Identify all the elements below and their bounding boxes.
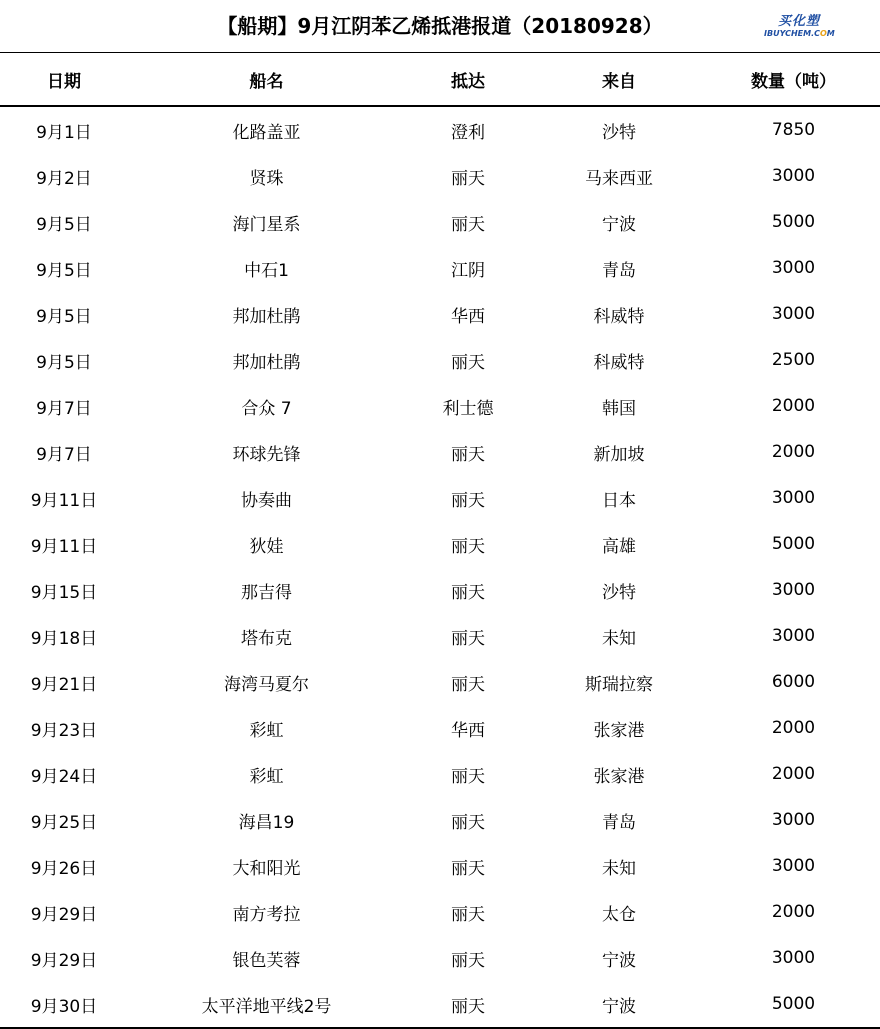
table-row [0, 383, 880, 429]
cell-quantity: 2000 [771, 718, 816, 738]
header-quantity: 数量（吨） [707, 53, 880, 106]
cell-arrival-port: 丽天 [405, 981, 531, 1028]
table-row [0, 475, 880, 521]
cell-arrival-port: 丽天 [451, 490, 485, 511]
cell-quantity: 5000 [707, 981, 880, 1028]
header-origin: 来自 [531, 53, 707, 106]
table-row [0, 521, 880, 567]
cell-origin: 张家港 [593, 766, 645, 787]
cell-ship-name: 太平洋地平线2号 [128, 981, 405, 1028]
cell-date: 9月15日 [30, 582, 98, 603]
cell-ship-name: 化路盖亚 [232, 122, 301, 143]
cell-date: 9月5日 [36, 214, 92, 235]
table-row [0, 337, 880, 383]
cell-origin: 张家港 [593, 720, 645, 741]
cell-date: 9月25日 [30, 812, 98, 833]
cell-origin: 日本 [602, 490, 636, 511]
cell-arrival-port: 丽天 [451, 950, 485, 971]
cell-arrival-port: 丽天 [451, 812, 485, 833]
table-row [0, 935, 880, 981]
table-row [0, 429, 880, 475]
cell-date: 9月5日 [36, 260, 92, 281]
cell-ship-name: 贤珠 [249, 168, 284, 189]
cell-ship-name: 海昌19 [238, 812, 295, 833]
cell-arrival-port: 丽天 [451, 444, 485, 465]
header-date: 日期 [0, 53, 128, 106]
table-row [0, 797, 880, 843]
cell-origin: 青岛 [602, 812, 636, 833]
cell-origin: 宁波 [602, 950, 636, 971]
cell-ship-name: 狄娃 [249, 536, 284, 557]
report-title: 【船期】9月江阴苯乙烯抵港报道（20180928） [217, 14, 663, 38]
cell-arrival-port: 利士德 [442, 398, 494, 419]
cell-date: 9月2日 [36, 168, 92, 189]
cell-origin: 太仓 [602, 904, 636, 925]
cell-arrival-port: 丽天 [451, 168, 485, 189]
table-header-row [0, 53, 880, 106]
table-row [0, 889, 880, 935]
cell-arrival-port: 丽天 [451, 628, 485, 649]
cell-quantity: 3000 [771, 948, 816, 968]
cell-ship-name: 合众 7 [241, 398, 292, 419]
cell-date: 9月26日 [30, 858, 98, 879]
cell-ship-name: 塔布克 [241, 628, 292, 649]
header-arrival-port: 抵达 [405, 53, 531, 106]
cell-arrival-port: 丽天 [451, 352, 485, 373]
cell-arrival-port: 澄利 [451, 122, 485, 143]
cell-arrival-port: 丽天 [451, 214, 485, 235]
cell-quantity: 3000 [771, 258, 816, 278]
table-row [0, 659, 880, 705]
table-row [0, 751, 880, 797]
title-bar [0, 0, 880, 53]
cell-quantity: 3000 [771, 580, 816, 600]
cell-ship-name: 协奏曲 [241, 490, 292, 511]
cell-quantity: 3000 [771, 166, 816, 186]
table-row [0, 981, 880, 1028]
table-row [0, 705, 880, 751]
logo-text-top: 买化塑 [777, 14, 820, 29]
cell-origin: 未知 [602, 858, 636, 879]
cell-date: 9月5日 [36, 306, 92, 327]
cell-date: 9月23日 [30, 720, 98, 741]
cell-date: 9月1日 [36, 122, 92, 143]
ship-schedule-table [0, 53, 880, 1029]
cell-arrival-port: 丽天 [451, 536, 485, 557]
cell-ship-name: 那吉得 [241, 582, 292, 603]
cell-origin: 宁波 [531, 981, 707, 1028]
cell-origin: 沙特 [602, 582, 636, 603]
cell-origin: 高雄 [602, 536, 636, 557]
cell-quantity: 5000 [771, 534, 816, 554]
cell-arrival-port: 江阴 [451, 260, 485, 281]
logo-text-bottom: IBUYCHEM.COM [764, 29, 835, 38]
cell-quantity: 2500 [771, 350, 816, 370]
cell-ship-name: 银色芙蓉 [232, 950, 301, 971]
cell-arrival-port: 丽天 [451, 858, 485, 879]
cell-arrival-port: 丽天 [451, 904, 485, 925]
cell-date: 9月29日 [30, 950, 98, 971]
cell-arrival-port: 丽天 [451, 582, 485, 603]
cell-date: 9月7日 [36, 398, 92, 419]
cell-quantity: 2000 [771, 902, 816, 922]
table-row [0, 291, 880, 337]
cell-ship-name: 邦加杜鹃 [232, 352, 301, 373]
cell-ship-name: 中石1 [244, 260, 289, 281]
cell-quantity: 2000 [771, 764, 816, 784]
cell-ship-name: 南方考拉 [232, 904, 301, 925]
cell-date: 9月21日 [30, 674, 98, 695]
cell-origin: 新加坡 [593, 444, 645, 465]
cell-origin: 马来西亚 [585, 168, 653, 189]
cell-origin: 宁波 [602, 214, 636, 235]
table-row [0, 106, 880, 153]
cell-origin: 科威特 [593, 352, 645, 373]
cell-quantity: 7850 [771, 120, 816, 140]
table-row [0, 843, 880, 889]
cell-arrival-port: 华西 [451, 306, 485, 327]
cell-quantity: 3000 [771, 304, 816, 324]
cell-origin: 未知 [602, 628, 636, 649]
table-row [0, 153, 880, 199]
cell-quantity: 2000 [771, 442, 816, 462]
cell-origin: 科威特 [593, 306, 645, 327]
cell-ship-name: 彩虹 [249, 766, 284, 787]
cell-quantity: 3000 [771, 856, 816, 876]
table-row [0, 613, 880, 659]
table-row [0, 245, 880, 291]
cell-origin: 沙特 [602, 122, 636, 143]
table-body [0, 106, 880, 1028]
cell-date: 9月30日 [0, 981, 128, 1028]
cell-quantity: 3000 [771, 810, 816, 830]
cell-date: 9月18日 [30, 628, 98, 649]
cell-quantity: 6000 [771, 672, 816, 692]
cell-ship-name: 海门星系 [232, 214, 301, 235]
cell-quantity: 5000 [771, 212, 816, 232]
cell-date: 9月11日 [30, 490, 98, 511]
cell-date: 9月5日 [36, 352, 92, 373]
cell-date: 9月29日 [30, 904, 98, 925]
brand-logo [764, 15, 834, 41]
cell-arrival-port: 华西 [451, 720, 485, 741]
table-row [0, 199, 880, 245]
cell-ship-name: 邦加杜鹃 [232, 306, 301, 327]
cell-arrival-port: 丽天 [451, 766, 485, 787]
cell-ship-name: 环球先锋 [232, 444, 301, 465]
cell-date: 9月11日 [30, 536, 98, 557]
cell-arrival-port: 丽天 [451, 674, 485, 695]
table-row [0, 567, 880, 613]
header-ship-name: 船名 [128, 53, 405, 106]
cell-quantity: 3000 [771, 626, 816, 646]
cell-quantity: 3000 [771, 488, 816, 508]
cell-ship-name: 彩虹 [249, 720, 284, 741]
cell-ship-name: 大和阳光 [232, 858, 301, 879]
cell-origin: 青岛 [602, 260, 636, 281]
cell-quantity: 2000 [771, 396, 816, 416]
cell-origin: 韩国 [602, 398, 636, 419]
cell-date: 9月7日 [36, 444, 92, 465]
cell-ship-name: 海湾马夏尔 [224, 674, 309, 695]
cell-origin: 斯瑞拉察 [585, 674, 653, 695]
cell-date: 9月24日 [30, 766, 98, 787]
